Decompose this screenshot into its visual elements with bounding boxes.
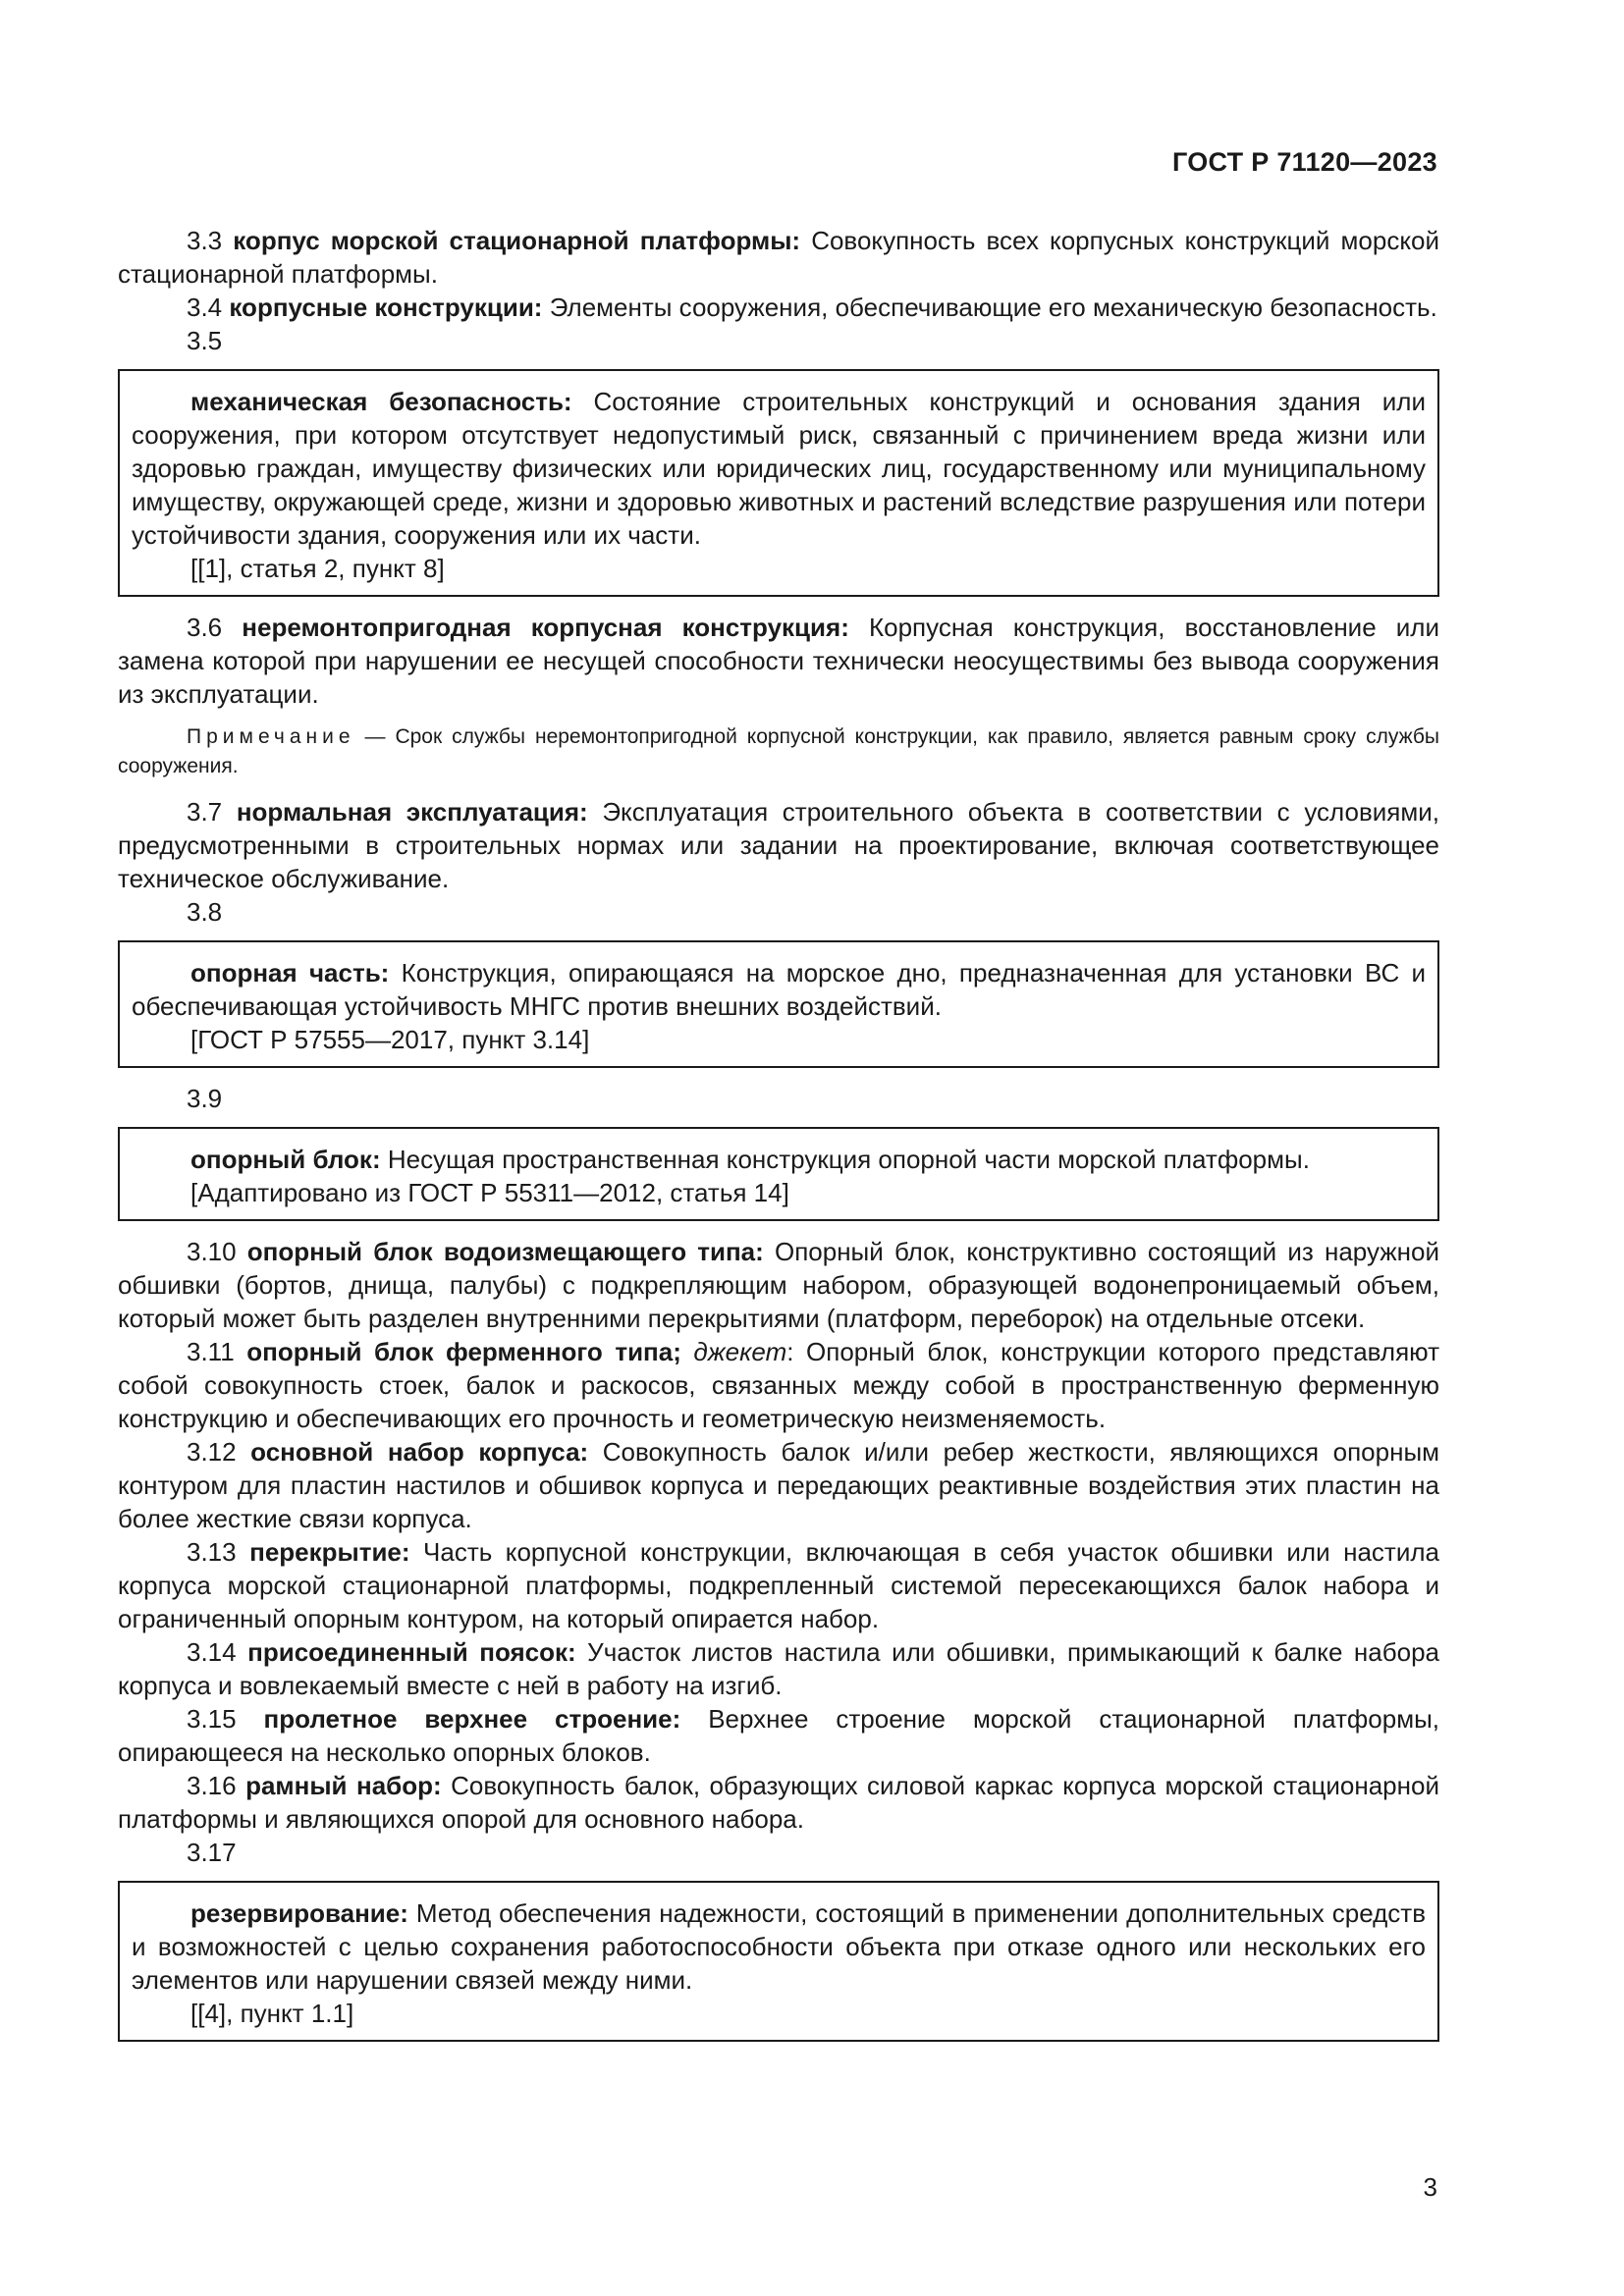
term-definition: Совокупность всех корпусных конструкций морской стационарной платформы.	[118, 226, 1439, 289]
term-entry-3-9	[132, 1143, 1426, 1176]
term-title: перекрытие:	[249, 1537, 410, 1567]
term-definition: Эксплуатация строительного объекта в соответствии с условиями, предусмотренными в строительных нормах или задании на проектирование, включая соответствующее техническое обслуживание.	[118, 797, 1440, 893]
term-number-3-8: 3.8	[187, 897, 223, 927]
page-number: 3	[1423, 2172, 1437, 2202]
term-number: 3.4	[187, 293, 223, 322]
boxed-term-3-8	[118, 940, 1439, 1068]
term-number: 3.14	[187, 1637, 237, 1667]
term-source: [[4], пункт 1.1]	[190, 1999, 354, 2028]
term-number: 3.10	[187, 1237, 237, 1266]
term-synonym: джекет	[693, 1337, 787, 1366]
term-definition: Верхнее строение морской стационарной платформы, опирающееся на несколько опорных блоков.	[118, 1704, 1439, 1767]
term-title: опорный блок ферменного типа;	[246, 1337, 681, 1366]
term-definition: Корпусная конструкция, восстановление или замена которой при нарушении ее несущей способности технически неосуществимы без вывода сооружения из эксплуатации.	[118, 613, 1439, 709]
note-text: — Срок службы неремонтопригодной корпусной конструкции, как правило, является равным сроку службы сооружения.	[118, 725, 1439, 777]
term-number: 3.7	[187, 797, 223, 827]
term-entry-3-3	[118, 224, 1439, 291]
term-entry-3-10	[118, 1235, 1439, 1335]
term-entry-3-8	[132, 956, 1426, 1023]
term-title: основной набор корпуса:	[250, 1437, 589, 1467]
term-title: опорная часть:	[190, 958, 390, 988]
term-source: [[1], статья 2, пункт 8]	[190, 554, 445, 583]
term-title: нормальная эксплуатация:	[236, 797, 588, 827]
term-entry-3-7	[118, 795, 1439, 895]
term-definition: Опорный блок, конструктивно состоящий из наружной обшивки (бортов, днища, палубы) с подкрепляющим набором, образующей водонепроницаемый объем, который может быть разделен внутренними перекрытиями (платформ, переборок) на отдельные отсеки.	[118, 1237, 1439, 1333]
term-number: 3.12	[187, 1437, 237, 1467]
term-entry-3-4	[118, 291, 1439, 324]
term-title: неремонтопригодная корпусная конструкция:	[242, 613, 849, 642]
term-title: резервирование:	[190, 1898, 408, 1928]
term-definition: Элементы сооружения, обеспечивающие его механическую безопасность.	[542, 293, 1437, 322]
term-entry-3-12	[118, 1435, 1439, 1535]
term-entry-3-17	[132, 1896, 1426, 1997]
term-number-3-17: 3.17	[187, 1838, 237, 1867]
term-source: [ГОСТ Р 57555—2017, пункт 3.14]	[190, 1025, 590, 1054]
term-entry-3-5	[132, 385, 1426, 552]
term-number: 3.15	[187, 1704, 237, 1734]
term-definition: Конструкция, опирающаяся на морское дно, предназначенная для установки ВС и обеспечивающая устойчивость МНГС против внешних воздействий.	[132, 958, 1426, 1021]
note-3-6	[118, 722, 1439, 781]
term-definition: : Опорный блок, конструкции которого представляют собой совокупность стоек, балок и раскосов, связанных между собой в пространственную ферменную конструкцию и обеспечивающих его прочность и геометрическую неизменяемость.	[118, 1337, 1439, 1433]
boxed-term-3-9	[118, 1127, 1439, 1221]
term-title: механическая безопасность:	[190, 387, 572, 416]
term-title: корпус морской стационарной платформы:	[233, 226, 801, 255]
term-definition: Метод обеспечения надежности, состоящий в применении дополнительных средств и возможностей с целью сохранения работоспособности объекта при отказе одного или нескольких его элементов или нарушении связей между ними.	[132, 1898, 1426, 1995]
term-definition: Несущая пространственная конструкция опорной части морской платформы.	[380, 1145, 1310, 1174]
term-number: 3.3	[187, 226, 223, 255]
term-source: [Адаптировано из ГОСТ Р 55311—2012, статья 14]	[190, 1178, 789, 1207]
boxed-term-3-17	[118, 1881, 1439, 2042]
term-number: 3.6	[187, 613, 223, 642]
term-entry-3-13	[118, 1535, 1439, 1635]
term-title: опорный блок:	[190, 1145, 381, 1174]
term-entry-3-14	[118, 1635, 1439, 1702]
term-entry-3-15	[118, 1702, 1439, 1769]
term-title: присоединенный поясок:	[247, 1637, 576, 1667]
term-number-3-9: 3.9	[187, 1084, 223, 1113]
term-entry-3-6	[118, 611, 1439, 711]
term-number: 3.13	[187, 1537, 237, 1567]
document-id-header: ГОСТ Р 71120—2023	[1171, 147, 1437, 177]
term-entry-3-11	[118, 1335, 1439, 1435]
term-number: 3.16	[187, 1771, 237, 1800]
term-title: пролетное верхнее строение:	[263, 1704, 681, 1734]
note-label: Примечание	[187, 725, 355, 748]
term-title: рамный набор:	[245, 1771, 442, 1800]
boxed-term-3-5	[118, 369, 1439, 597]
term-number: 3.11	[187, 1337, 235, 1366]
term-definition: Совокупность балок и/или ребер жесткости, являющихся опорным контуром для пластин настилов и обшивок корпуса и передающих реактивные воздействия этих пластин на более жесткие связи корпуса.	[118, 1437, 1440, 1533]
term-entry-3-16	[118, 1769, 1439, 1836]
term-definition: Участок листов настила или обшивки, примыкающий к балке набора корпуса и вовлекаемый вместе с ней в работу на изгиб.	[118, 1637, 1439, 1700]
term-title: опорный блок водоизмещающего типа:	[246, 1237, 764, 1266]
term-title: корпусные конструкции:	[229, 293, 543, 322]
document-body	[118, 224, 1439, 2056]
term-definition: Совокупность балок, образующих силовой каркас корпуса морской стационарной платформы и являющихся опорой для основного набора.	[118, 1771, 1439, 1834]
term-definition: Часть корпусной конструкции, включающая в себя участок обшивки или настила корпуса морской стационарной платформы, подкрепленный системой пересекающихся балок набора и ограниченный опорным контуром, на который опирается набор.	[118, 1537, 1439, 1633]
term-number-3-5: 3.5	[187, 326, 223, 355]
term-definition: Состояние строительных конструкций и основания здания или сооружения, при котором отсутствует недопустимый риск, связанный с причинением вреда жизни или здоровью граждан, имуществу физических или юридических лиц, государственному или муниципальному имуществу, окружающей среде, жизни и здоровью животных и растений вследствие разрушения или потери устойчивости здания, сооружения или их части.	[132, 387, 1426, 550]
